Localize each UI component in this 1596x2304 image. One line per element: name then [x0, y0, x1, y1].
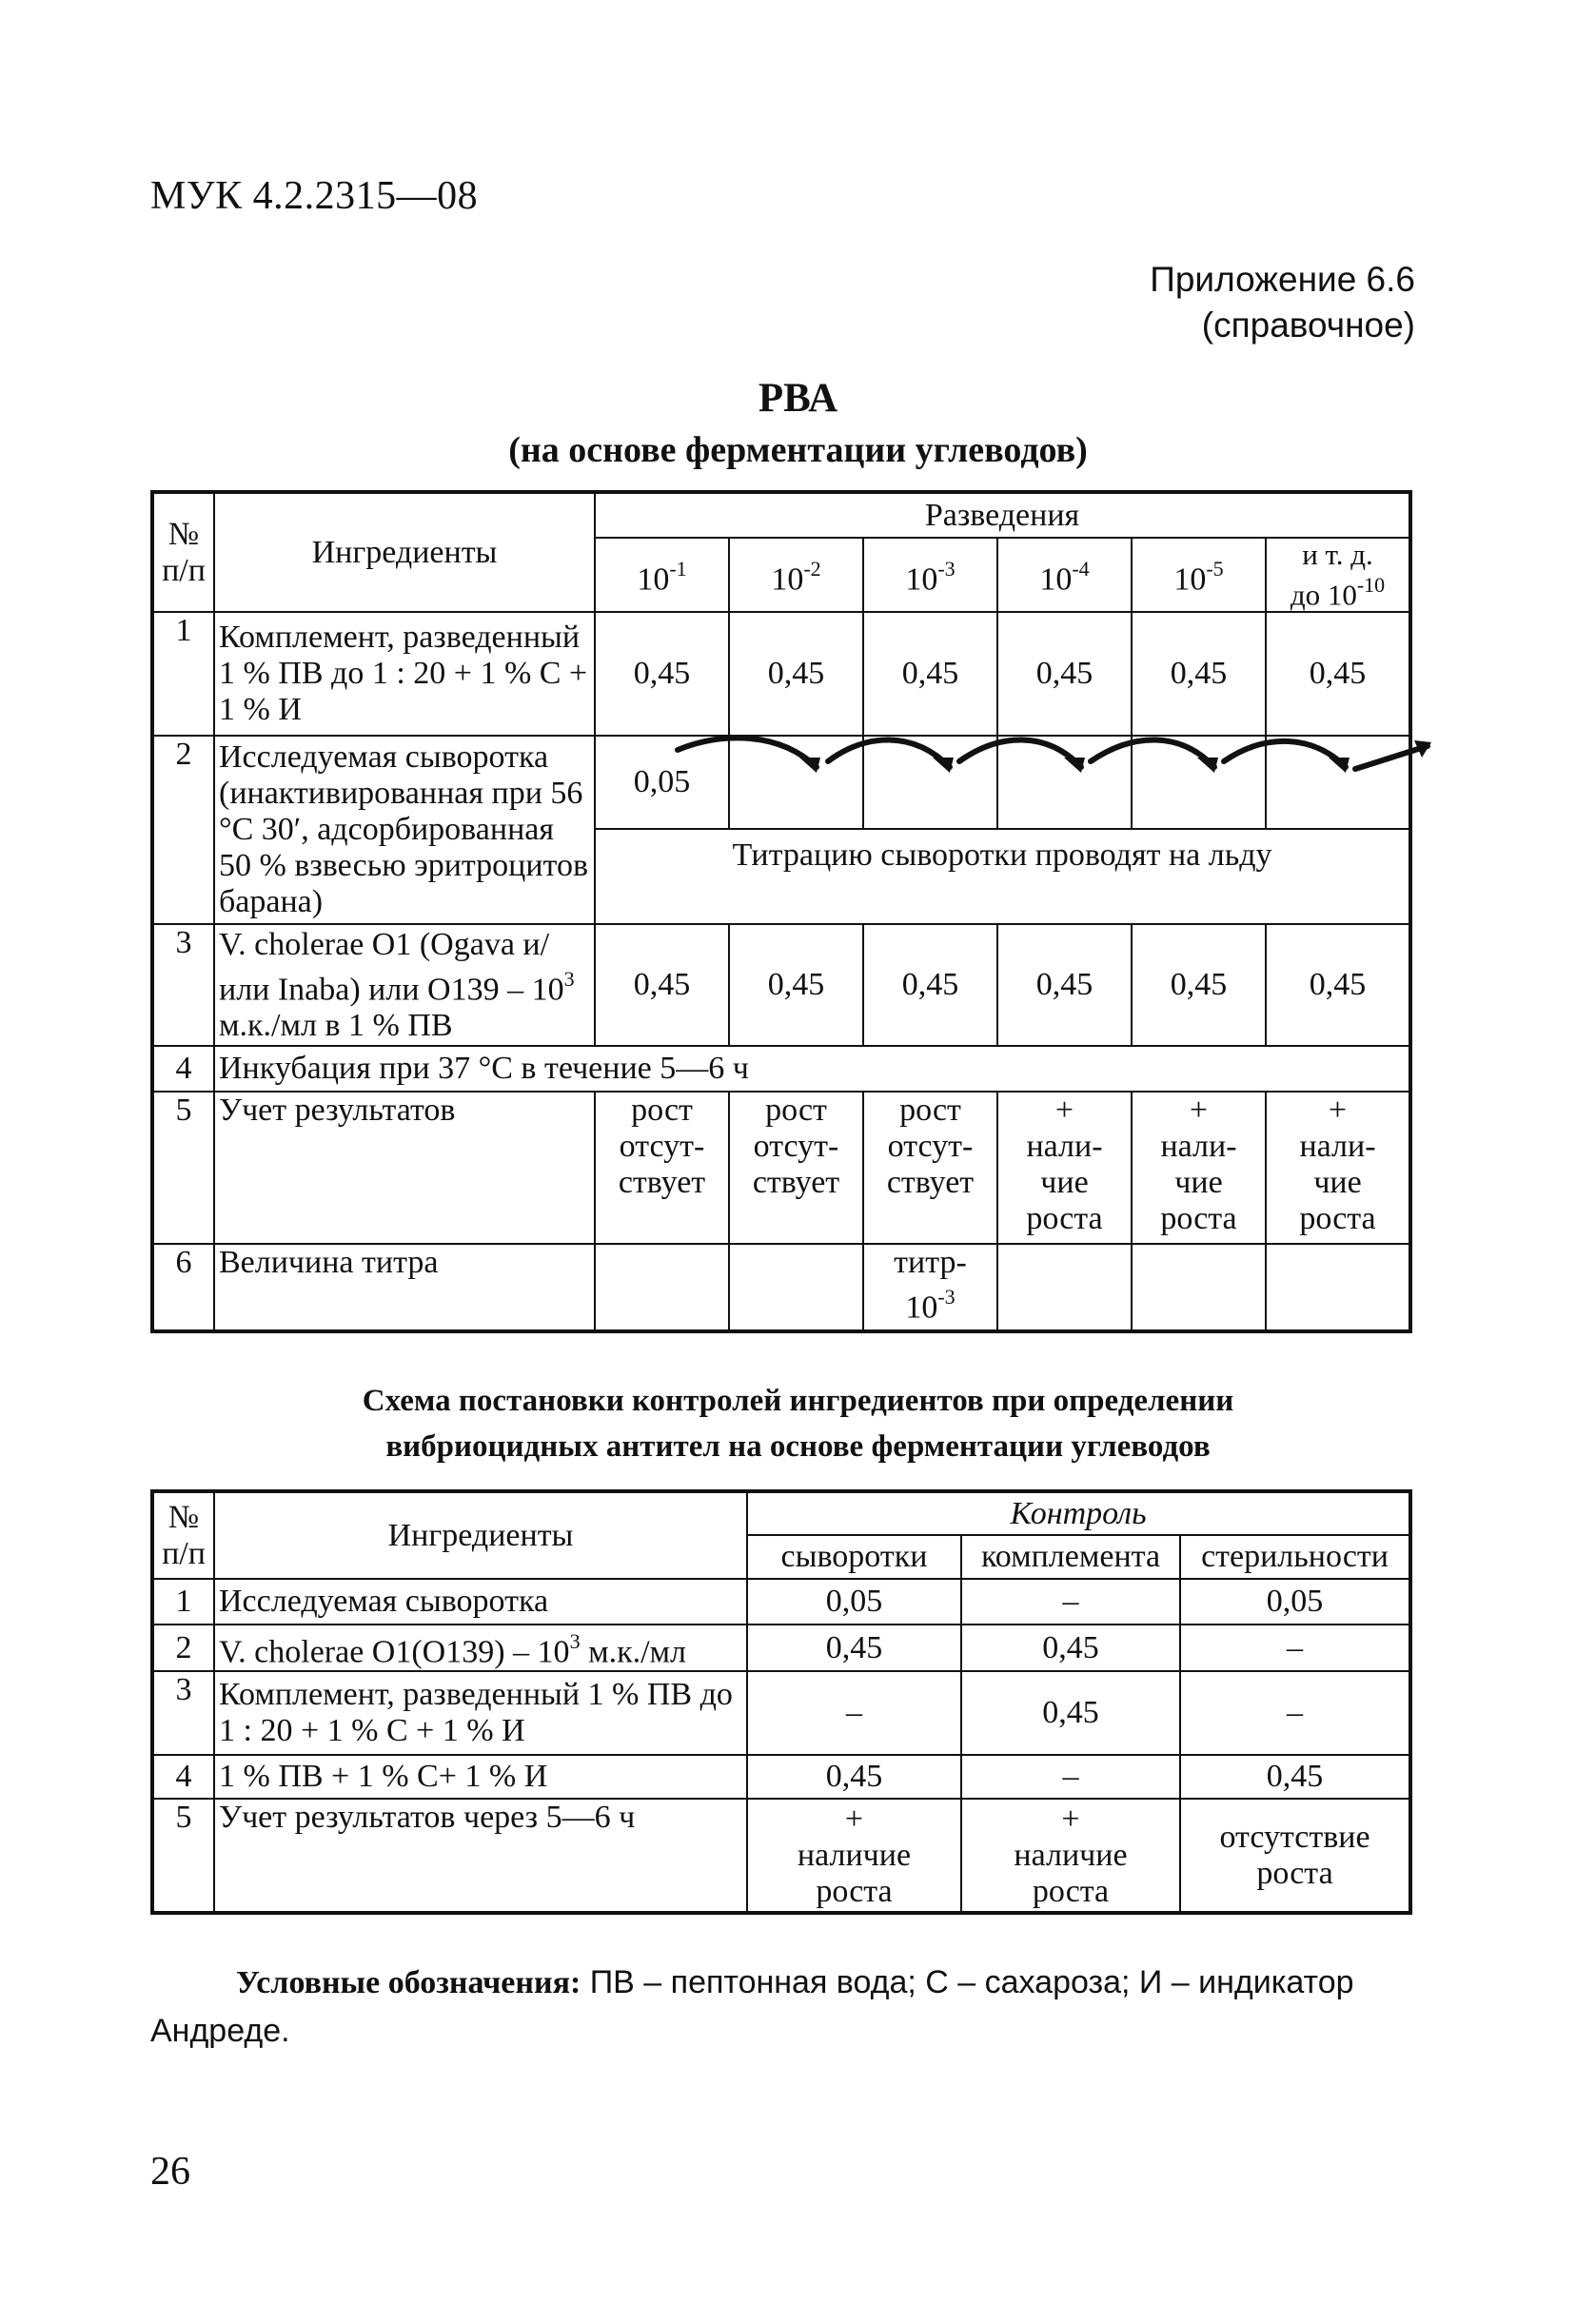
result-no-growth: рост отсут- ствует — [863, 1092, 997, 1244]
table-row — [152, 1625, 1410, 1671]
dilution-header: $10^{-4}$ — [997, 538, 1132, 612]
subcol-complement: комплемента — [961, 1535, 1180, 1579]
empty-cell — [729, 1244, 863, 1331]
subcol-sterility: стерильности — [1180, 1535, 1410, 1579]
value-cell: 0,45 — [961, 1625, 1180, 1671]
value-cell: 0,45 — [1132, 924, 1266, 1046]
empty-cell — [997, 736, 1132, 829]
empty-cell — [1132, 736, 1266, 829]
result-no-growth: рост отсут- ствует — [729, 1092, 863, 1244]
titer-value: титр- $10^{-3}$ — [863, 1244, 997, 1331]
col-num-header: № п/п — [152, 492, 214, 612]
col-dilutions-header: Разведения — [595, 492, 1410, 538]
table2-title-line1: Схема постановки контролей ингредиентов при определении — [362, 1384, 1234, 1418]
ingredient-name: Исследуемая сыворотка (инактивированная при 56 °С 30′, адсорбированная 50 % взвесью эритроцитов барана) — [214, 736, 595, 924]
value-cell: 0,45 — [729, 612, 863, 736]
table-row — [152, 924, 1410, 1046]
arrow-head — [1414, 740, 1431, 758]
table-row — [152, 1799, 1410, 1913]
empty-cell — [1266, 1244, 1410, 1331]
value-cell: 0,05 — [1180, 1579, 1410, 1625]
result-growth: + нали- чие роста — [1132, 1092, 1266, 1244]
value-cell: 0,45 — [997, 924, 1132, 1046]
incubation-text: Инкубация при 37 °С в течение 5—6 ч — [214, 1046, 1410, 1092]
value-cell: 0,45 — [747, 1625, 961, 1671]
empty-cell — [863, 736, 997, 829]
empty-cell — [1132, 1244, 1266, 1331]
result-no-growth: отсутствие роста — [1180, 1799, 1410, 1913]
value-cell: 0,45 — [1132, 612, 1266, 736]
ingredient-name: Исследуемая сыворотка — [214, 1579, 747, 1625]
subcol-serum: сыворотки — [747, 1535, 961, 1579]
value-cell: 0,45 — [595, 924, 729, 1046]
appendix-label — [1150, 257, 1415, 348]
ingredient-name: 1 % ПВ + 1 % С+ 1 % И — [214, 1755, 747, 1799]
table-row — [152, 736, 1410, 829]
row-number: 2 — [152, 736, 214, 924]
row-number: 4 — [152, 1046, 214, 1092]
legend — [150, 1959, 1409, 2055]
empty-cell — [997, 1244, 1132, 1331]
row-number: 1 — [152, 1579, 214, 1625]
value-cell: – — [1180, 1671, 1410, 1755]
value-cell: 0,05 — [595, 736, 729, 829]
dilution-header-last: и т. д. до $10^{-10}$ — [1266, 538, 1410, 612]
value-cell: – — [747, 1671, 961, 1755]
row-number: 1 — [152, 612, 214, 736]
legend-text: ПВ – пептонная вода; С – сахароза; И – индикатор Андреде. — [150, 1964, 1354, 2049]
dilution-header: $10^{-3}$ — [863, 538, 997, 612]
titration-note: Титрацию сыворотки проводят на льду — [595, 829, 1410, 924]
value-cell: – — [961, 1755, 1180, 1799]
value-cell: 0,45 — [961, 1671, 1180, 1755]
table-row — [152, 612, 1410, 736]
col-ingredients-header: Ингредиенты — [214, 492, 595, 612]
table2-title-line2: вибриоцидных антител на основе ферментации углеводов — [385, 1429, 1211, 1464]
empty-cell — [729, 736, 863, 829]
ingredient-name: Учет результатов через 5—6 ч — [214, 1799, 747, 1913]
appendix-number: Приложение 6.6 — [1150, 260, 1415, 299]
ingredient-name: V. cholerae $O1(O139) - 10^3$ м.к./мл — [214, 1625, 747, 1671]
dilution-header: $10^{-2}$ — [729, 538, 863, 612]
value-cell: 0,45 — [997, 612, 1132, 736]
rva-table — [150, 490, 1412, 1333]
dilution-header: $10^{-5}$ — [1132, 538, 1266, 612]
col-control-header: Контроль — [747, 1491, 1410, 1535]
table-row — [152, 1579, 1410, 1625]
value-cell: – — [1180, 1625, 1410, 1671]
table1-title: РВА — [758, 376, 838, 421]
row-number: 2 — [152, 1625, 214, 1671]
ingredient-name: Учет результатов — [214, 1092, 595, 1244]
col-num-header: № п/п — [152, 1491, 214, 1579]
document-code: МУК 4.2.2315—08 — [150, 174, 479, 218]
table-row — [152, 1092, 1410, 1244]
table-row — [152, 1244, 1410, 1331]
table-row — [152, 1755, 1410, 1799]
value-cell: 0,45 — [595, 612, 729, 736]
col-ingredients-header: Ингредиенты — [214, 1491, 747, 1579]
row-number: 5 — [152, 1092, 214, 1244]
empty-cell — [595, 1244, 729, 1331]
legend-label: Условные обозначения: — [236, 1965, 581, 2000]
value-cell: 0,45 — [1266, 612, 1410, 736]
empty-cell — [1266, 736, 1410, 829]
row-number: 3 — [152, 924, 214, 1046]
ingredient-name: Комплемент, разведенный 1 % ПВ до 1 : 20 + 1 % С + 1 % И — [214, 1671, 747, 1755]
table1-header-row — [152, 492, 1410, 538]
value-cell: 0,05 — [747, 1579, 961, 1625]
ingredient-name: Величина титра — [214, 1244, 595, 1331]
result-no-growth: рост отсут- ствует — [595, 1092, 729, 1244]
result-growth: + наличие роста — [961, 1799, 1180, 1913]
value-cell: – — [961, 1579, 1180, 1625]
table1-subtitle: (на основе ферментации углеводов) — [508, 430, 1088, 470]
value-cell: 0,45 — [729, 924, 863, 1046]
value-cell: 0,45 — [863, 612, 997, 736]
value-cell: 0,45 — [747, 1755, 961, 1799]
appendix-type: (справочное) — [1201, 305, 1415, 345]
ingredient-name: V. cholerae O1 (Ogava и/или Inaba) или $O139 - 10^3$ м.к./мл в 1 % ПВ — [214, 924, 595, 1046]
row-number: 5 — [152, 1799, 214, 1913]
value-cell: 0,45 — [1266, 924, 1410, 1046]
ingredient-name: Комплемент, разведенный 1 % ПВ до 1 : 20 + 1 % С + 1 % И — [214, 612, 595, 736]
table2-header-row — [152, 1491, 1410, 1535]
page-number: 26 — [150, 2150, 190, 2194]
table-row — [152, 1671, 1410, 1755]
result-growth: + нали- чие роста — [1266, 1092, 1410, 1244]
controls-table — [150, 1489, 1412, 1915]
value-cell: 0,45 — [1180, 1755, 1410, 1799]
row-number: 6 — [152, 1244, 214, 1331]
table-row — [152, 1046, 1410, 1092]
result-growth: + нали- чие роста — [997, 1092, 1132, 1244]
row-number: 4 — [152, 1755, 214, 1799]
result-growth: + наличие роста — [747, 1799, 961, 1913]
table1-title-block — [0, 373, 1596, 476]
value-cell: 0,45 — [863, 924, 997, 1046]
row-number: 3 — [152, 1671, 214, 1755]
table2-title — [0, 1378, 1596, 1469]
dilution-header: $10^{-1}$ — [595, 538, 729, 612]
